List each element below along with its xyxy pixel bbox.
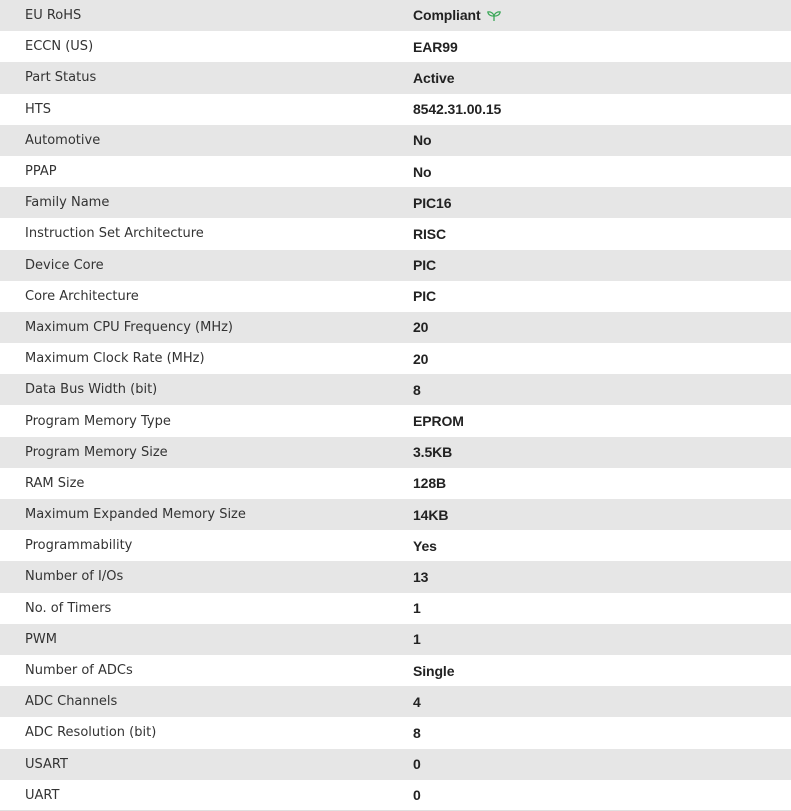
- spec-attribute: PPAP: [25, 164, 57, 180]
- spec-value: 20: [413, 350, 429, 367]
- spec-attribute: Program Memory Type: [25, 413, 171, 429]
- spec-row-number-of-adcs: [0, 655, 791, 686]
- spec-attribute: Part Status: [25, 70, 97, 86]
- spec-row-data-bus-width: [0, 374, 791, 405]
- spec-row-automotive: [0, 125, 791, 156]
- spec-row-max-clock-rate: [0, 343, 791, 374]
- spec-value: PIC16: [413, 194, 452, 211]
- spec-value: 0: [413, 780, 791, 811]
- spec-value: PIC: [413, 288, 437, 305]
- spec-value: 3.5KB: [413, 444, 453, 461]
- spec-row-instruction-set: [0, 218, 791, 249]
- spec-attribute: ADC Resolution (bit): [25, 725, 157, 741]
- spec-row-device-core: [0, 250, 791, 281]
- spec-attribute: ECCN (US): [25, 39, 94, 55]
- spec-attribute: Instruction Set Architecture: [25, 226, 204, 242]
- spec-value: Single: [413, 662, 455, 679]
- spec-attribute: EU RoHS: [25, 8, 82, 24]
- spec-row-programmability: [0, 530, 791, 561]
- spec-attribute: Maximum Expanded Memory Size: [25, 507, 246, 523]
- spec-attribute: Maximum Clock Rate (MHz): [25, 351, 205, 367]
- spec-value: 20: [413, 319, 429, 336]
- spec-attribute: Device Core: [25, 257, 104, 273]
- spec-row-program-memory-type: [0, 405, 791, 436]
- leaf-icon: [487, 9, 501, 25]
- spec-value: No: [413, 163, 432, 180]
- spec-row-ram-size: [0, 468, 791, 499]
- spec-row-program-memory-size: [0, 437, 791, 468]
- spec-value: 8: [413, 381, 421, 398]
- spec-value: 14KB: [413, 506, 449, 523]
- spec-value: 1: [413, 600, 421, 617]
- spec-attribute: PWM: [25, 631, 57, 647]
- spec-value-cell: [413, 0, 791, 31]
- spec-attribute: ADC Channels: [25, 694, 118, 710]
- spec-value: 128B: [413, 475, 447, 492]
- spec-attribute: No. of Timers: [25, 600, 112, 616]
- spec-row-core-architecture: [0, 281, 791, 312]
- spec-row-uart: [0, 780, 791, 811]
- spec-row-family-name: [0, 187, 791, 218]
- spec-attribute: Maximum CPU Frequency (MHz): [25, 319, 233, 335]
- spec-value: 8542.31.00.15: [413, 101, 502, 118]
- spec-row-hts: [0, 94, 791, 125]
- spec-row-eu-rohs: [0, 0, 791, 31]
- spec-value: Compliant: [413, 6, 481, 23]
- spec-attribute: Number of ADCs: [25, 663, 133, 679]
- spec-attribute: Core Architecture: [25, 288, 139, 304]
- spec-row-pwm: [0, 624, 791, 655]
- spec-row-adc-resolution: [0, 717, 791, 748]
- spec-value: EPROM: [413, 413, 464, 430]
- spec-value: 8: [413, 724, 421, 741]
- spec-attribute: USART: [25, 756, 68, 772]
- spec-value: RISC: [413, 225, 447, 242]
- spec-row-max-expanded-memory: [0, 499, 791, 530]
- spec-value: 4: [413, 693, 421, 710]
- spec-row-max-cpu-frequency: [0, 312, 791, 343]
- spec-value: Active: [413, 69, 455, 86]
- spec-row-timers: [0, 593, 791, 624]
- spec-value: No: [413, 132, 432, 149]
- spec-attribute: Number of I/Os: [25, 569, 124, 585]
- spec-value: Yes: [413, 537, 437, 554]
- spec-attribute: Programmability: [25, 538, 133, 554]
- spec-attribute: Family Name: [25, 195, 110, 211]
- spec-attribute: HTS: [25, 101, 51, 117]
- spec-row-adc-channels: [0, 686, 791, 717]
- spec-value: 0: [413, 756, 421, 773]
- spec-value: EAR99: [413, 38, 458, 55]
- spec-row-part-status: [0, 62, 791, 93]
- spec-attribute: Program Memory Size: [25, 444, 168, 460]
- spec-row-eccn: [0, 31, 791, 62]
- spec-attribute: RAM Size: [25, 475, 85, 491]
- spec-attribute: Automotive: [25, 132, 101, 148]
- spec-attribute: Data Bus Width (bit): [25, 382, 158, 398]
- spec-attribute: UART: [0, 780, 413, 811]
- spec-value: 13: [413, 568, 429, 585]
- spec-row-number-of-ios: [0, 561, 791, 592]
- spec-row-ppap: [0, 156, 791, 187]
- spec-row-usart: [0, 749, 791, 780]
- spec-value: PIC: [413, 257, 437, 274]
- spec-value: 1: [413, 631, 421, 648]
